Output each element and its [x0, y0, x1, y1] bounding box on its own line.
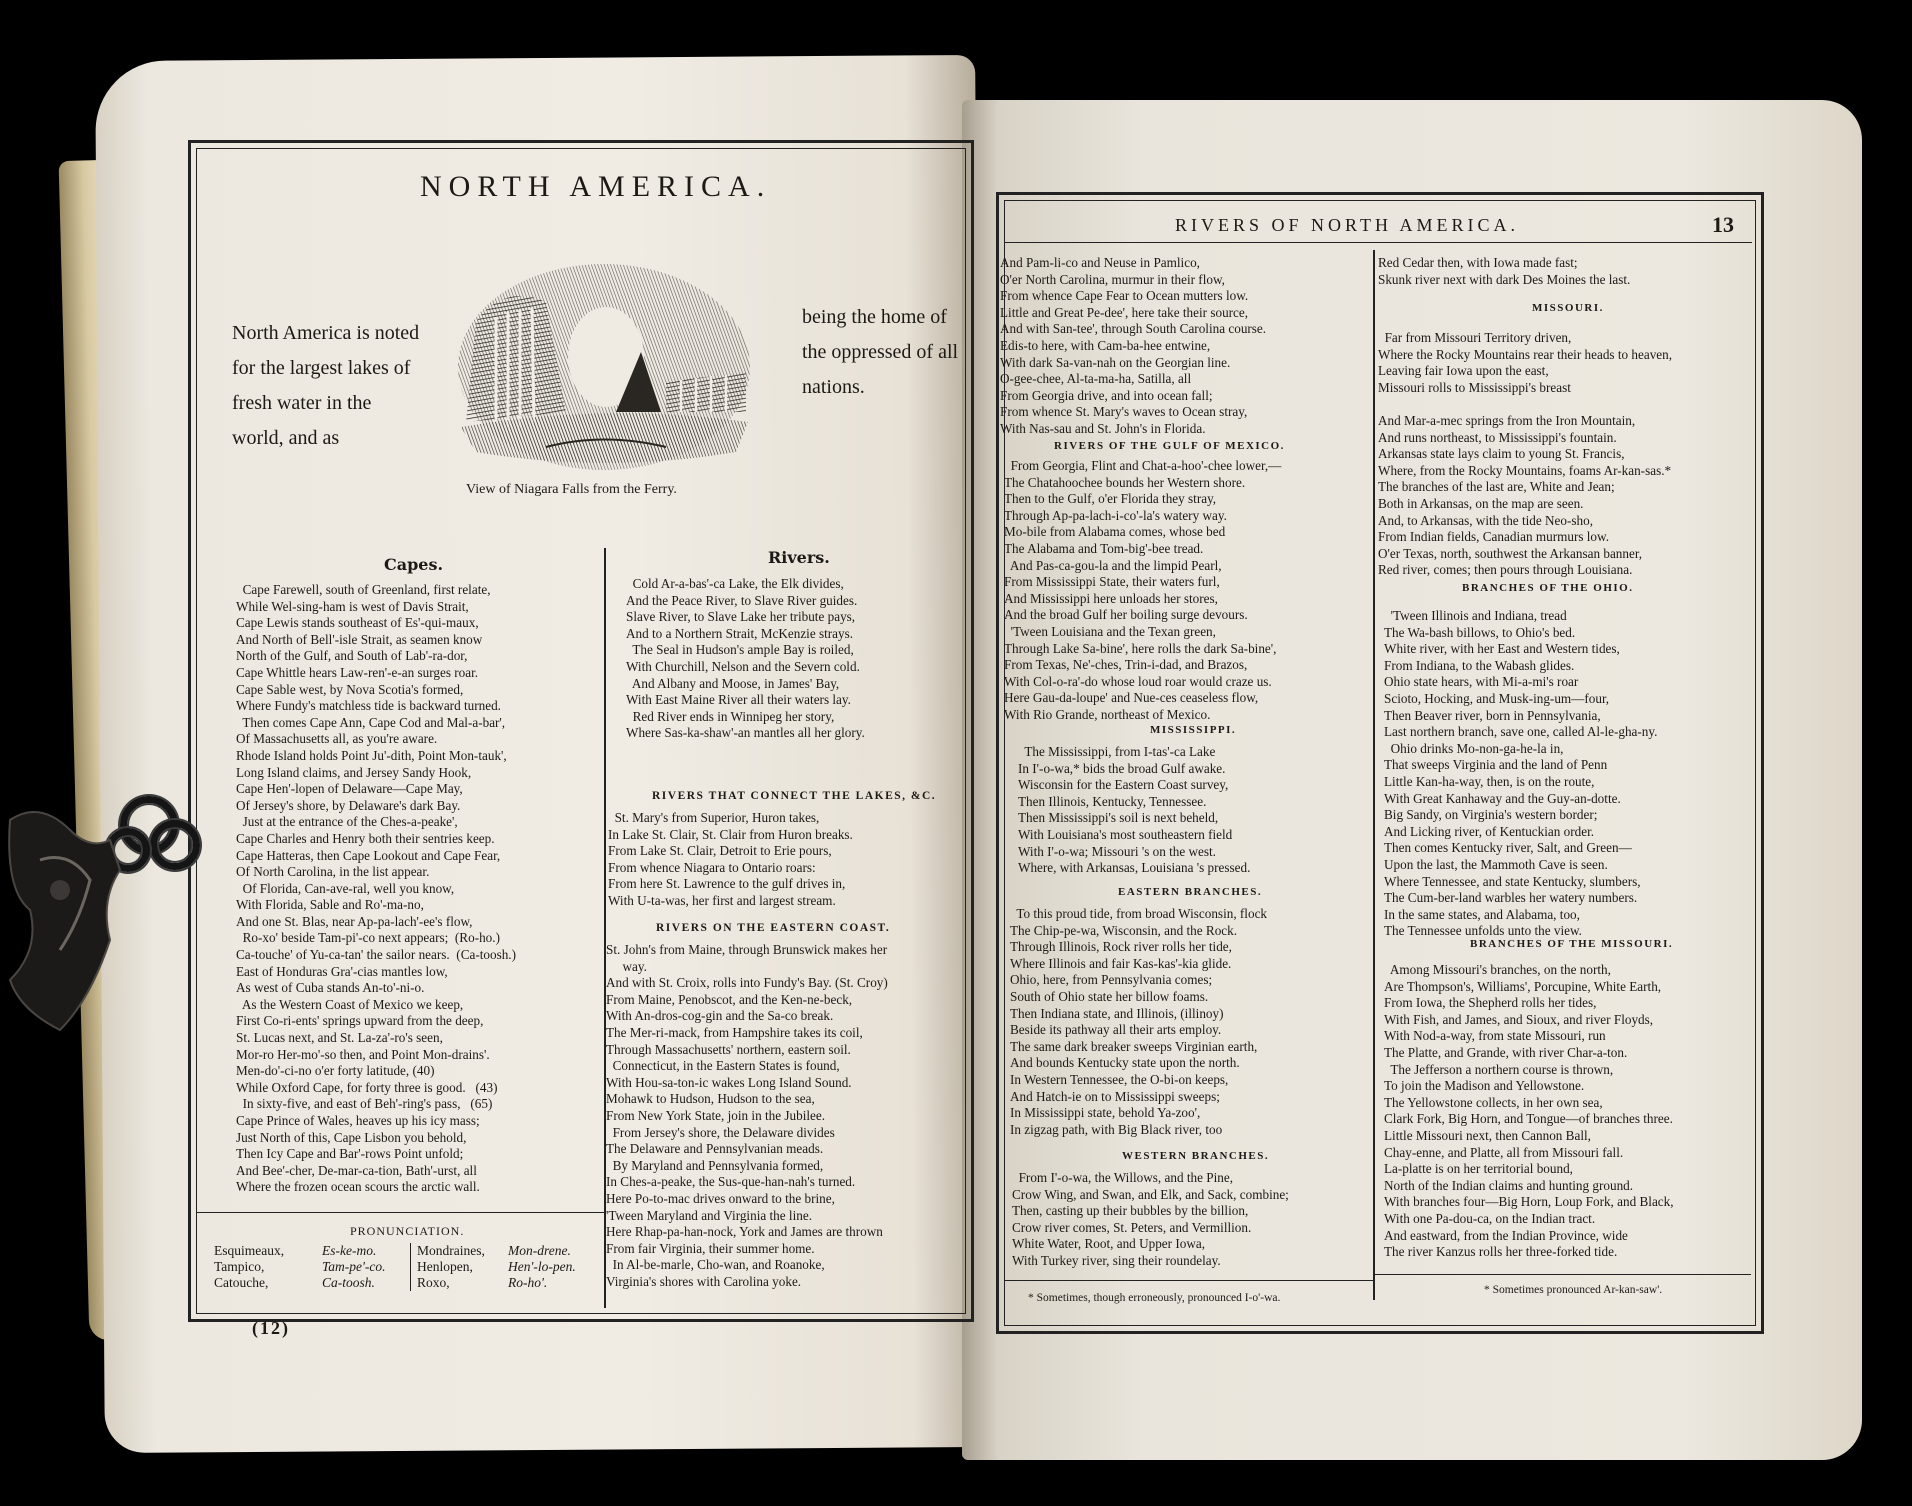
- western-branches-verse: From I'-o-wa, the Willows, and the Pine, Crow Wing, and Swan, and Elk, and Sack, combine; Then, casting up their bubbles by the billion, Crow river comes, St. Peters, and Vermillion. White Water, Root, and Upper Iowa, With Turkey river, sing their roundelay.: [1012, 1170, 1289, 1268]
- ohio-branches-heading: BRANCHES OF THE OHIO.: [1462, 582, 1634, 594]
- pron-col-words-1: Esquimeaux, Tampico, Catouche,: [214, 1243, 285, 1290]
- right-page-title: RIVERS OF NORTH AMERICA.: [1175, 215, 1519, 235]
- left-page-title: NORTH AMERICA.: [420, 170, 772, 203]
- rivers-heading: Rivers.: [768, 548, 830, 567]
- footnote-left: * Sometimes, though erroneously, pronounced I-o'-wa.: [1028, 1292, 1281, 1304]
- iowa-rivers-verse: Red Cedar then, with Iowa made fast; Skunk river next with dark Des Moines the last.: [1378, 255, 1631, 287]
- mississippi-heading: MISSISSIPPI.: [1150, 724, 1237, 736]
- left-page-number: (12): [252, 1318, 290, 1338]
- pron-col-sounds-2: Mon-drene. Hen'-lo-pen. Ro-ho'.: [508, 1243, 576, 1290]
- eastern-coast-heading: RIVERS ON THE EASTERN COAST.: [656, 922, 891, 934]
- pron-col-words-2: Mondraines, Henlopen, Roxo,: [410, 1243, 512, 1291]
- footnote-right: * Sometimes pronounced Ar-kan-saw'.: [1484, 1284, 1663, 1296]
- pronunciation-rule: [196, 1212, 604, 1213]
- right-page-number: 13: [1712, 212, 1734, 237]
- clasp-ornament: [0, 800, 170, 1040]
- connect-lakes-heading: RIVERS THAT CONNECT THE LAKES, &C.: [652, 790, 937, 802]
- missouri-heading: MISSOURI.: [1532, 302, 1604, 314]
- right-header-rule: [1004, 242, 1752, 243]
- eastern-branches-heading: EASTERN BRANCHES.: [1118, 886, 1263, 898]
- gulf-rivers-verse: From Georgia, Flint and Chat-a-hoo'-chee lower,— The Chatahoochee bounds her Western shore. Then to the Gulf, o'er Florida they stray, Through Ap-pa-lach-i-co'-la's watery way. Mo-bile from Alabama comes, whose bed The Alabama and Tom-big'-bee tread. And Pas-ca-gou-la and the limpid Pearl, From Mississippi State, their waters furl, And Mississippi here unloads her stores, And the broad Gulf her boiling surge devours. 'Tween Louisiana and the Texan green, Through Lake Sa-bine', here rolls the dark Sa-bine', From Texas, Ne'-ches, Trin-i-dad, and Brazos, With Col-o-ra'-do whose loud roar would craze us. Here Gau-da-loupe' and Nue-ces ceaseless flow, With Rio Grande, northeast of Mexico.: [1004, 458, 1282, 722]
- missouri-verse: Far from Missouri Territory driven, Where the Rocky Mountains rear their heads to heaven, Leaving fair Iowa upon the east, Missouri rolls to Mississippi's breast And Mar-a-mec springs from the Iron Mountain, And runs northeast, to Mississippi's fountain. Arkansas state lays claim to young St. Francis, Where, from the Rocky Mountains, foams Ar-kan-sas.* The branches of the last are, White and Jean; Both in Arkansas, on the map are seen. And, to Arkansas, with the tide Neo-sho, From Indian fields, Canadian murmurs low. O'er Texas, north, southwest the Arkansan banner, Red river, comes; then pours through Louisiana.: [1378, 330, 1673, 578]
- gulf-rivers-heading: RIVERS OF THE GULF OF MEXICO.: [1054, 440, 1285, 452]
- eastern-branches-verse: To this proud tide, from broad Wisconsin, flock The Chip-pe-wa, Wisconsin, and the Rock. Through Illinois, Rock river rolls her tide, Where Illinois and fair Kas-kas'-kia glide. Ohio, here, from Pennsylvania comes; South of Ohio state her billow foams. Then Indiana state, and Illinois, (illinoy) Beside its pathway all their arts employ. The same dark breaker sweeps Virginian earth, And bounds Kentucky state upon the north. In Western Tennessee, the O-bi-on keeps, And Hatch-ie on to Mississippi sweeps; In Mississippi state, behold Ya-zoo', In zigzag path, with Big Black river, too: [1010, 906, 1268, 1137]
- capes-heading: Capes.: [384, 555, 444, 574]
- footnote-rule-left: [1004, 1280, 1373, 1281]
- niagara-falls-engraving: [456, 262, 752, 472]
- eastern-coast-verse: St. John's from Maine, through Brunswick makes her way. And with St. Croix, rolls into Fundy's Bay. (St. Croy) From Maine, Penobscot, and the Ken-ne-beck, With An-dros-cog-gin and the Sa-co break. The Mer-ri-mack, from Hampshire takes its coil, Through Massachusetts' northern, eastern soil. Connecticut, in the Eastern States is found, With Hou-sa-ton-ic wakes Long Island Sound. Mohawk to Hudson, Hudson to the sea, From New York State, join in the Jubilee. From Jersey's shore, the Delaware divides The Delaware and Pennsylvanian meads. By Maryland and Pennsylvania formed, In Ches-a-peake, the Sus-que-han-nah's turned. Here Po-to-mac drives onward to the brine, 'Tween Maryland and Virginia the line. Here Rhap-pa-han-nock, York and James are thrown From fair Virginia, their summer home. In Al-be-marle, Cho-wan, and Roanoke, Virginia's shores with Carolina yoke.: [606, 942, 888, 1289]
- rivers-verse: Cold Ar-a-bas'-ca Lake, the Elk divides, And the Peace River, to Slave River guides. Slave River, to Slave Lake her tribute pays, And to a Northern Strait, McKenzie strays. The Seal in Hudson's ample Bay is roiled, With Churchill, Nelson and the Severn cold. And Albany and Moose, in James' Bay, With East Maine River all their waters lay. Red River ends in Winnipeg her story, Where Sas-ka-shaw'-an mantles all her glory.: [626, 576, 865, 741]
- pron-col-sounds-1: Es-ke-mo. Tam-pe'-co. Ca-toosh.: [322, 1243, 386, 1290]
- missouri-branches-heading: BRANCHES OF THE MISSOURI.: [1470, 938, 1674, 950]
- mississippi-verse: The Mississippi, from I-tas'-ca Lake In I'-o-wa,* bids the broad Gulf awake. Wisconsin for the Eastern Coast survey, Then Illinois, Kentucky, Tennessee. Then Mississippi's soil is next beheld, With Louisiana's most southeastern field With I'-o-wa; Missouri 's on the west. Where, with Arkansas, Louisiana 's pressed.: [1018, 744, 1251, 876]
- intro-text-left: North America is noted for the largest lakes of fresh water in the world, and as: [232, 322, 420, 449]
- atlantic-rivers-verse: And Pam-li-co and Neuse in Pamlico, O'er North Carolina, murmur in their flow, From whence Cape Fear to Ocean mutters low. Little and Great Pe-dee', here take their source, And with San-tee', through South Carolina course. Edis-to here, with Cam-ba-hee entwine, With dark Sa-van-nah on the Georgian line. O-gee-chee, Al-ta-ma-ha, Satilla, all From Georgia drive, and into ocean fall; From whence St. Mary's waves to Ocean stray, With Nas-sau and St. John's in Florida.: [1000, 255, 1267, 436]
- right-column-divider: [1373, 250, 1375, 1300]
- capes-verse: Cape Farewell, south of Greenland, first relate, While Wel-sing-ham is west of Davis Strait, Cape Lewis stands southeast of Es'-qui-maux, And North of Bell'-isle Strait, as seamen know North of the Gulf, and South of Lab'-ra-dor, Cape Whittle hears Law-ren'-e-an surges roar. Cape Sable west, by Nova Scotia's formed, Where Fundy's matchless tide is backward turned. Then comes Cape Ann, Cape Cod and Mal-a-bar', Of Massachusetts all, as you're aware. Rhode Island holds Point Ju'-dith, Point Mon-tauk', Long Island claims, and Jersey Sandy Hook, Cape Hen'-lopen of Delaware—Cape May, Of Jersey's shore, by Delaware's dark Bay. Just at the entrance of the Ches-a-peake', Cape Charles and Henry both their sentries keep. Cape Hatteras, then Cape Lookout and Cape Fear, Of North Carolina, in the list appear. Of Florida, Can-ave-ral, well you know, With Florida, Sable and Ro'-ma-no, And one St. Blas, near Ap-pa-lach'-ee's flow, Ro-xo' beside Tam-pi'-co next appears; (Ro-ho.) Ca-touche' of Yu-ca-tan' the sailor nears. (Ca-toosh.) East of Honduras Gra'-cias mantles low, As west of Cuba stands An-to'-ni-o. As the Western Coast of Mexico we keep, First Co-ri-ents' springs upward from the deep, St. Lucas next, and St. La-za'-ro's seen, Mor-ro Her-mo'-so then, and Point Mon-drains'. Men-do'-ci-no o'er forty latitude, (40) While Oxford Cape, for forty three is good. (43) In sixty-five, and east of Beh'-ring's pass, (65) Cape Prince of Wales, heaves up his icy mass; Just North of this, Cape Lisbon you behold, Then Icy Cape and Bar'-rows Point unfold; And Bee'-cher, De-mar-ca-tion, Bath'-urst, all Where the frozen ocean scours the arctic wall.: [236, 582, 517, 1195]
- missouri-branches-verse: Among Missouri's branches, on the north, Are Thompson's, Williams', Porcupine, White Earth, From Iowa, the Shepherd rolls her tides, With Fish, and James, and Sioux, and river Floyds, With Nod-a-way, from state Missouri, run The Platte, and Grande, with river Char-a-ton. The Jefferson a northern course is thrown, To join the Madison and Yellowstone. The Yellowstone collects, in her own sea, Clark Fork, Big Horn, and Tongue—of branches three. Little Missouri next, then Cannon Ball, Chay-enne, and Platte, all from Missouri fall. La-platte is on her territorial bound, North of the Indian claims and hunting ground. With branches four—Big Horn, Loup Fork, and Black, With one Pa-dou-ca, on the Indian tract. And eastward, from the Indian Province, wide The river Kanzus rolls her three-forked tide.: [1384, 962, 1674, 1260]
- pronunciation-heading: PRONUNCIATION.: [350, 1224, 465, 1238]
- intro-text-right: being the home of the oppressed of all nations.: [802, 306, 959, 398]
- ohio-branches-verse: 'Tween Illinois and Indiana, tread The Wa-bash billows, to Ohio's bed. White river, with her East and Western tides, From Indiana, to the Wabash glides. Ohio state hears, with Mi-a-mi's roar Scioto, Hocking, and Musk-ing-um—four, Then Beaver river, born in Pennsylvania, Last northern branch, save one, called Al-le-gha-ny. Ohio drinks Mo-non-ga-he-la in, That sweeps Virginia and the land of Penn Little Kan-ha-way, then, is on the route, With Great Kanhaway and the Guy-an-dotte. Big Sandy, on Virginia's western border; And Licking river, of Kentuckian order. Then comes Kentucky river, Salt, and Green— Upon the last, the Mammoth Cave is seen. Where Tennessee, and state Kentucky, slumbers, The Cum-ber-land warbles her watery numbers. In the same states, and Alabama, too, The Tennessee unfolds unto the view.: [1384, 608, 1658, 939]
- engraving-caption: View of Niagara Falls from the Ferry.: [466, 482, 677, 497]
- connect-lakes-verse: St. Mary's from Superior, Huron takes, In Lake St. Clair, St. Clair from Huron breaks. From Lake St. Clair, Detroit to Erie pours, From whence Niagara to Ontario roars: From here St. Lawrence to the gulf drives in, With U-ta-was, her first and largest stream.: [608, 810, 853, 908]
- footnote-rule-right: [1373, 1274, 1751, 1275]
- western-branches-heading: WESTERN BRANCHES.: [1122, 1150, 1270, 1162]
